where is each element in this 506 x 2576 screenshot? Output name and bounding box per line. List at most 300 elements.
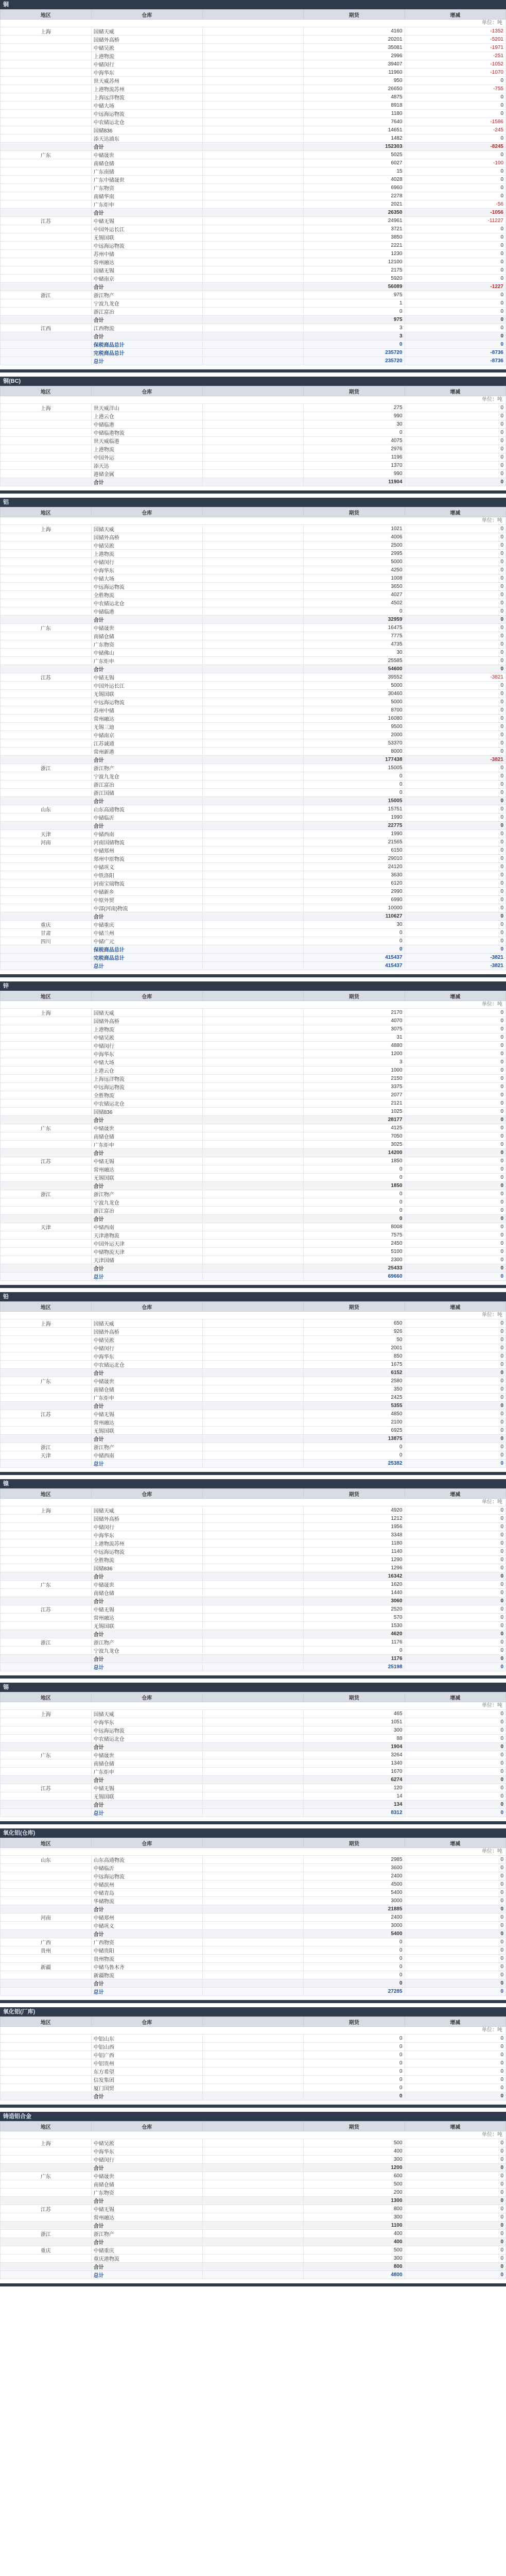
region-cell: [1, 649, 92, 657]
warehouse-cell: 广东炬申: [91, 657, 202, 665]
subtotal-row: [1, 332, 506, 341]
warehouse-cell: 完税商品总计: [91, 349, 202, 357]
warehouse-cell: 中远海运物流: [91, 242, 202, 250]
warehouse-cell: 合计: [91, 1149, 202, 1157]
change-cell: 0: [405, 1141, 505, 1149]
change-cell: 0: [405, 266, 505, 275]
column-header: [202, 1838, 303, 1848]
quantity-cell: 15751: [304, 805, 405, 814]
quantity-cell: 4006: [304, 533, 405, 541]
change-cell: 0: [405, 715, 505, 723]
spacer-cell: [202, 2059, 303, 2067]
subtotal-row: [1, 1435, 506, 1443]
spacer-cell: [202, 1955, 303, 1963]
quantity-cell: 1675: [304, 1361, 405, 1369]
region-cell: [1, 176, 92, 184]
quantity-cell: 1370: [304, 462, 405, 470]
warehouse-cell: 国储天威: [91, 525, 202, 533]
table-row: [1, 2180, 506, 2189]
table-row: [1, 1050, 506, 1058]
quantity-cell: 15: [304, 167, 405, 176]
table-row: [1, 2059, 506, 2067]
quantity-cell: 1530: [304, 1622, 405, 1630]
panel-title: 锡: [0, 1683, 506, 1692]
change-cell: -245: [405, 126, 505, 134]
quantity-cell: 5400: [304, 1930, 405, 1938]
warehouse-cell: 合计: [91, 797, 202, 805]
region-cell: [1, 1614, 92, 1622]
region-cell: [1, 1988, 92, 1996]
change-cell: 0: [405, 1273, 505, 1281]
quantity-cell: 0: [304, 2043, 405, 2051]
region-cell: [1, 275, 92, 283]
table-row: [1, 640, 506, 649]
warehouse-cell: 国储天威: [91, 27, 202, 36]
region-cell: [1, 1369, 92, 1377]
change-cell: -1227: [405, 283, 505, 291]
warehouse-cell: 总计: [91, 1809, 202, 1817]
warehouse-cell: 中储晟世: [91, 1581, 202, 1589]
region-cell: 广东: [1, 1377, 92, 1385]
table-row: [1, 242, 506, 250]
region-cell: 新疆: [1, 1963, 92, 1971]
quantity-cell: 5000: [304, 698, 405, 706]
unit-label: 单位：吨: [1, 20, 506, 27]
quantity-cell: 4920: [304, 1506, 405, 1515]
region-cell: 甘肃: [1, 929, 92, 937]
change-cell: 0: [405, 558, 505, 566]
panel-title: 氧化铝(厂库): [0, 2007, 506, 2016]
change-cell: 0: [405, 649, 505, 657]
quantity-cell: 3375: [304, 1083, 405, 1091]
subtotal-row: [1, 822, 506, 830]
warehouse-cell: 合计: [91, 822, 202, 830]
warehouse-cell: 合计: [91, 2263, 202, 2271]
table-row: [1, 1718, 506, 1726]
warehouse-cell: 完税商品总计: [91, 954, 202, 962]
region-cell: [1, 2067, 92, 2076]
table-row: [1, 1589, 506, 1597]
change-cell: 0: [405, 1963, 505, 1971]
warehouse-cell: 全胜物流: [91, 591, 202, 599]
region-cell: [1, 184, 92, 192]
region-cell: [1, 1655, 92, 1663]
region-cell: 江苏: [1, 2205, 92, 2213]
table-row: [1, 404, 506, 412]
table-row: [1, 1418, 506, 1427]
warehouse-cell: 无锡国联: [91, 1427, 202, 1435]
spacer-cell: [202, 888, 303, 896]
quantity-cell: 1440: [304, 1589, 405, 1597]
column-header: 地区: [1, 1692, 92, 1702]
spacer-cell: [202, 1930, 303, 1938]
region-cell: [1, 2043, 92, 2051]
warehouse-cell: 合计: [91, 1572, 202, 1581]
region-cell: [1, 1116, 92, 1124]
table-row: [1, 1198, 506, 1207]
column-header: 增减: [405, 991, 505, 1001]
spacer-cell: [202, 2238, 303, 2246]
table-row: [1, 657, 506, 665]
change-cell: 0: [405, 1264, 505, 1273]
subtotal-row: [1, 1182, 506, 1190]
spacer-cell: [202, 1864, 303, 1872]
table-row: [1, 1157, 506, 1165]
change-cell: -56: [405, 200, 505, 209]
quantity-cell: 11904: [304, 478, 405, 486]
region-cell: [1, 640, 92, 649]
quantity-cell: 1230: [304, 250, 405, 258]
warehouse-cell: 中储兰州: [91, 929, 202, 937]
table-row: [1, 1971, 506, 1979]
spacer-cell: [202, 1872, 303, 1880]
table-row: [1, 159, 506, 167]
warehouse-cell: 南储仓储: [91, 1589, 202, 1597]
region-cell: [1, 1930, 92, 1938]
spacer-cell: [202, 781, 303, 789]
spacer-cell: [202, 525, 303, 533]
change-cell: 0: [405, 921, 505, 929]
quantity-cell: 88: [304, 1735, 405, 1743]
spacer-cell: [202, 266, 303, 275]
quantity-cell: 25198: [304, 1663, 405, 1671]
spacer-cell: [202, 731, 303, 739]
table-row: [1, 85, 506, 93]
region-cell: [1, 1033, 92, 1042]
change-cell: -8736: [405, 357, 505, 365]
quantity-cell: 4500: [304, 1880, 405, 1889]
region-cell: 浙江: [1, 1638, 92, 1647]
table-row: [1, 814, 506, 822]
subtotal-row: [1, 143, 506, 151]
region-cell: [1, 118, 92, 126]
change-cell: 0: [405, 1897, 505, 1905]
quantity-cell: 7775: [304, 632, 405, 640]
table-row: [1, 550, 506, 558]
change-cell: -11227: [405, 217, 505, 225]
region-cell: [1, 1058, 92, 1066]
warehouse-cell: 苏州中储: [91, 706, 202, 715]
table-row: [1, 2043, 506, 2051]
panel-title: 铝: [0, 498, 506, 507]
region-cell: [1, 2084, 92, 2092]
quantity-cell: 16342: [304, 1572, 405, 1581]
spacer-cell: [202, 1190, 303, 1198]
quantity-cell: 0: [304, 607, 405, 616]
quantity-cell: 0: [304, 1207, 405, 1215]
region-cell: [1, 723, 92, 731]
warehouse-cell: 中储大场: [91, 574, 202, 583]
change-cell: 0: [405, 814, 505, 822]
column-header: 期货: [304, 2122, 405, 2131]
table-row: [1, 1132, 506, 1141]
change-cell: 0: [405, 706, 505, 715]
subtotal-row: [1, 478, 506, 486]
table-row: [1, 805, 506, 814]
quantity-cell: 1850: [304, 1182, 405, 1190]
region-cell: [1, 1240, 92, 1248]
spacer-cell: [202, 1856, 303, 1864]
spacer-cell: [202, 1050, 303, 1058]
quantity-cell: 235720: [304, 357, 405, 365]
quantity-cell: 300: [304, 1726, 405, 1735]
warehouse-cell: 中储晟世: [91, 1751, 202, 1759]
warehouse-cell: 上海远洋物流: [91, 1075, 202, 1083]
quantity-cell: 3000: [304, 1922, 405, 1930]
change-cell: 0: [405, 797, 505, 805]
region-cell: 重庆: [1, 921, 92, 929]
change-cell: 0: [405, 242, 505, 250]
table-row: [1, 1319, 506, 1328]
quantity-cell: 177438: [304, 756, 405, 764]
change-cell: 0: [405, 1539, 505, 1548]
spacer-cell: [202, 1922, 303, 1930]
change-cell: 0: [405, 1872, 505, 1880]
spacer-cell: [202, 2051, 303, 2059]
spacer-cell: [202, 1556, 303, 1564]
table-row: [1, 624, 506, 632]
region-cell: [1, 731, 92, 739]
quantity-cell: 20201: [304, 36, 405, 44]
quantity-cell: 4070: [304, 1017, 405, 1025]
subtotal-row: [1, 1930, 506, 1938]
quantity-cell: 3630: [304, 871, 405, 879]
spacer-cell: [202, 151, 303, 159]
quantity-cell: 6152: [304, 1369, 405, 1377]
quantity-cell: 39407: [304, 60, 405, 69]
spacer-cell: [202, 1743, 303, 1751]
change-cell: 0: [405, 607, 505, 616]
change-cell: 0: [405, 1182, 505, 1190]
table-row: [1, 445, 506, 453]
spacer-cell: [202, 1336, 303, 1344]
warehouse-cell: 中远海运物流: [91, 583, 202, 591]
change-cell: 0: [405, 1647, 505, 1655]
spacer-cell: [202, 36, 303, 44]
spacer-cell: [202, 2197, 303, 2205]
quantity-cell: 2425: [304, 1394, 405, 1402]
spacer-cell: [202, 1091, 303, 1099]
region-cell: [1, 283, 92, 291]
change-cell: 0: [405, 748, 505, 756]
quantity-cell: 400: [304, 2238, 405, 2246]
table-row: [1, 764, 506, 772]
spacer-cell: [202, 566, 303, 574]
spacer-cell: [202, 1710, 303, 1718]
spacer-cell: [202, 1435, 303, 1443]
warehouse-cell: 无锡国联: [91, 233, 202, 242]
table-row: [1, 781, 506, 789]
table-row: [1, 879, 506, 888]
change-cell: 0: [405, 1548, 505, 1556]
region-cell: [1, 77, 92, 85]
region-cell: [1, 258, 92, 266]
warehouse-cell: 中储闵行: [91, 2156, 202, 2164]
region-cell: [1, 1207, 92, 1215]
spacer-cell: [202, 1443, 303, 1451]
change-cell: 0: [405, 1017, 505, 1025]
spacer-cell: [202, 258, 303, 266]
quantity-cell: 1051: [304, 1718, 405, 1726]
quantity-cell: 30: [304, 921, 405, 929]
spacer-cell: [202, 2222, 303, 2230]
table-row: [1, 888, 506, 896]
warehouse-cell: 保税商品总计: [91, 945, 202, 954]
region-cell: [1, 1548, 92, 1556]
region-cell: [1, 1872, 92, 1880]
region-cell: [1, 453, 92, 462]
quantity-cell: 926: [304, 1328, 405, 1336]
change-cell: 0: [405, 167, 505, 176]
column-header: 增减: [405, 2017, 505, 2027]
spacer-cell: [202, 1116, 303, 1124]
region-cell: [1, 1589, 92, 1597]
change-cell: 0: [405, 682, 505, 690]
warehouse-cell: 上港物流苏州: [91, 85, 202, 93]
region-cell: 河南: [1, 1913, 92, 1922]
warehouse-cell: 中储晟世: [91, 1124, 202, 1132]
warehouse-cell: 中海华东: [91, 566, 202, 574]
table-row: [1, 2255, 506, 2263]
warehouse-cell: 中国外运长江: [91, 682, 202, 690]
warehouse-cell: 南储仓储: [91, 1385, 202, 1394]
spacer-cell: [202, 1889, 303, 1897]
change-cell: 0: [405, 412, 505, 420]
table-row: [1, 1410, 506, 1418]
quantity-cell: 1180: [304, 110, 405, 118]
warehouse-cell: 宁波九龙仓: [91, 299, 202, 308]
change-cell: -3821: [405, 673, 505, 682]
table-row: [1, 1523, 506, 1531]
spacer-cell: [202, 69, 303, 77]
region-cell: [1, 1273, 92, 1281]
change-cell: 0: [405, 2156, 505, 2164]
table-row: [1, 830, 506, 838]
warehouse-cell: 合计: [91, 1905, 202, 1913]
region-cell: [1, 657, 92, 665]
warehouse-cell: 国储天威: [91, 1319, 202, 1328]
warehouse-cell: 常州新港: [91, 748, 202, 756]
unit-label: 单位：吨: [1, 1499, 506, 1506]
spacer-cell: [202, 1182, 303, 1190]
warehouse-cell: 江西物流: [91, 324, 202, 332]
change-cell: 0: [405, 1033, 505, 1042]
spacer-cell: [202, 1515, 303, 1523]
table-row: [1, 151, 506, 159]
warehouse-cell: 中铝贵州: [91, 2059, 202, 2067]
quantity-cell: 1021: [304, 525, 405, 533]
quantity-cell: 50: [304, 1336, 405, 1344]
inventory-table: [0, 507, 506, 970]
spacer-cell: [202, 764, 303, 772]
change-cell: 0: [405, 1198, 505, 1207]
spacer-cell: [202, 101, 303, 110]
spacer-cell: [202, 1768, 303, 1776]
table-row: [1, 921, 506, 929]
region-cell: 四川: [1, 937, 92, 945]
warehouse-cell: 合计: [91, 1630, 202, 1638]
change-cell: 0: [405, 1435, 505, 1443]
spacer-cell: [202, 1009, 303, 1017]
region-cell: [1, 1182, 92, 1190]
warehouse-cell: 中远海运物流: [91, 1083, 202, 1091]
table-row: [1, 673, 506, 682]
spacer-cell: [202, 2147, 303, 2156]
region-cell: [1, 706, 92, 715]
spacer-cell: [202, 1809, 303, 1817]
region-cell: [1, 159, 92, 167]
region-cell: [1, 1231, 92, 1240]
region-cell: [1, 1897, 92, 1905]
column-header: 仓库: [91, 2017, 202, 2027]
region-cell: [1, 912, 92, 921]
table-row: [1, 1009, 506, 1017]
grand-total-row: [1, 349, 506, 357]
grand-total-row: [1, 945, 506, 954]
quantity-cell: 54600: [304, 665, 405, 673]
spacer-cell: [202, 341, 303, 349]
quantity-cell: 152303: [304, 143, 405, 151]
warehouse-cell: 中储郑州: [91, 846, 202, 855]
warehouse-cell: 添天达: [91, 462, 202, 470]
quantity-cell: 0: [304, 772, 405, 781]
table-row: [1, 2067, 506, 2076]
region-cell: [1, 349, 92, 357]
region-cell: [1, 1017, 92, 1025]
table-row: [1, 855, 506, 863]
quantity-cell: 1212: [304, 1515, 405, 1523]
change-cell: 0: [405, 1971, 505, 1979]
region-cell: [1, 2222, 92, 2230]
region-cell: [1, 420, 92, 429]
warehouse-cell: 中农储运北仓: [91, 118, 202, 126]
spacer-cell: [202, 962, 303, 970]
change-cell: 0: [405, 871, 505, 879]
table-row: [1, 1638, 506, 1647]
change-cell: 0: [405, 1402, 505, 1410]
change-cell: 0: [405, 2213, 505, 2222]
region-cell: [1, 1460, 92, 1468]
change-cell: 0: [405, 1190, 505, 1198]
spacer-cell: [202, 1017, 303, 1025]
region-cell: 上海: [1, 2139, 92, 2147]
quantity-cell: 1180: [304, 1539, 405, 1548]
table-row: [1, 566, 506, 574]
spacer-cell: [202, 445, 303, 453]
spacer-cell: [202, 2076, 303, 2084]
region-cell: [1, 1264, 92, 1273]
spacer-cell: [202, 2084, 303, 2092]
table-row: [1, 871, 506, 879]
change-cell: 0: [405, 1215, 505, 1223]
table-row: [1, 299, 506, 308]
warehouse-cell: 重庆港物流: [91, 2255, 202, 2263]
spacer-cell: [202, 1897, 303, 1905]
change-cell: 0: [405, 1930, 505, 1938]
quantity-cell: 1025: [304, 1108, 405, 1116]
spacer-cell: [202, 1410, 303, 1418]
region-cell: [1, 574, 92, 583]
spacer-cell: [202, 192, 303, 200]
change-cell: 0: [405, 151, 505, 159]
column-header: 期货: [304, 1692, 405, 1702]
spacer-cell: [202, 1784, 303, 1792]
spacer-cell: [202, 453, 303, 462]
spacer-cell: [202, 805, 303, 814]
table-row: [1, 1880, 506, 1889]
change-cell: 0: [405, 1589, 505, 1597]
region-cell: 广东: [1, 624, 92, 632]
